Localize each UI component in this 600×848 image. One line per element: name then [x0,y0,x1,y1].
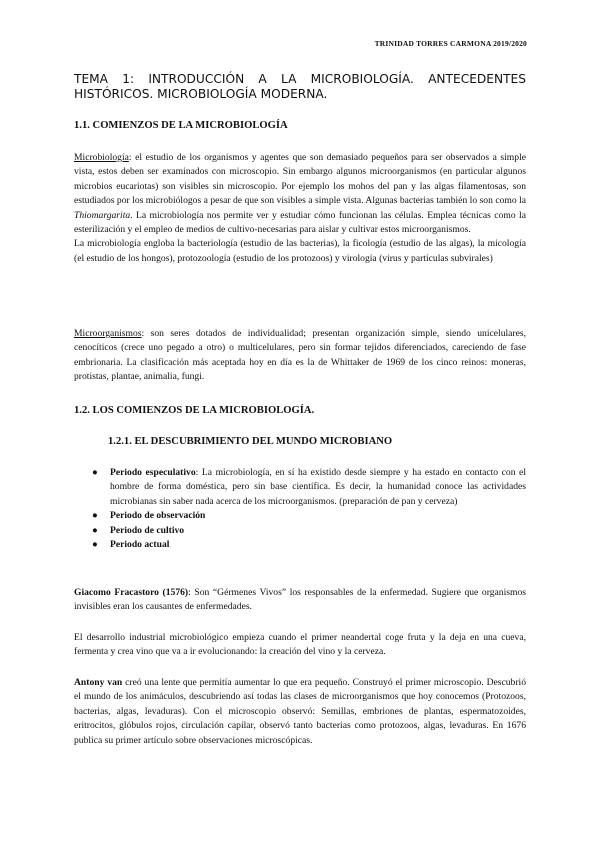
period-name: Periodo de observación [110,510,206,522]
list-item [92,538,526,552]
name-antony-van: Antony van [74,677,123,688]
bullet-icon: ● [92,539,98,551]
list-item [92,524,526,538]
section-heading-1-1: 1.1. COMIENZOS DE LA MICROBIOLOGÍA [74,120,288,131]
periods-list [92,466,526,552]
paragraph-fracastoro [74,586,526,615]
bullet-icon: ● [92,510,98,522]
text-fracastoro: : Son “Gérmenes Vivos” los responsables de la enfermedad. Sugiere que organismos invisibles eran los causantes de enfermedades. [74,587,526,613]
definition-microbiologia-cont: . La microbiología nos permite ver y estudiar cómo funcionan las células. Emplea técnicas como la esterilización y el empleo de medios de cultivo-necesarias para aislar y cultivar estos microorganismos. [74,209,526,236]
name-fracastoro: Giacomo Fracastoro (1576) [74,587,189,598]
period-description: : La microbiología, en sí ha existido desde siempre y ha estado en contacto con el hombre de forma doméstica, pero sin base científica. Es decir, la humanidad conoce las actividades microbianas sin saber nada acerca de los microorganismos. (preparación de pan y cerveza) [110,467,526,507]
definition-microbiologia: : el estudio de los organismos y agentes que son demasiado pequeños para ser observados a simple vista, estos deben ser examinados con microscopio. Sin embargo algunos microorganismos (en particular algunos microbios eucariotas) son visibles sin microscopio. Por ejemplo los mohos del pan y las algas filamentosas, son estudiados por los microbiólogos a pesar de que son visibles a simple vista. Algunas bacterias también lo son como la [74,152,526,207]
term-thiomargarita: Thiomargarita [74,209,131,221]
bullet-icon: ● [92,467,98,478]
list-item [92,466,526,509]
period-name: Periodo actual [110,539,170,551]
section-heading-1-2: 1.2. LOS COMIENZOS DE LA MICROBIOLOGÍA. [74,405,315,416]
list-item [92,509,526,523]
text-antony-van: creó una lente que permitía aumentar lo que era pequeño. Construyó el primer microscopio. Descubrió el mundo de los animáculos, descubriendo así todas las clases de microorganismos que hoy conocemos (Protozoos, bacterias, algas, levaduras). Con el microscopio observó: Semillas, embriones de plantas, espermatozoides, eritrocitos, glóbulos rojos, circulación capilar, observó tanto bacterias como protozoos, algas, levaduras. En 1676 publica su primer artículo sobre observaciones microscópicas. [74,677,527,746]
paragraph-microorganismos [74,327,526,385]
paragraph-microbiologia [74,151,526,266]
document-title: TEMA 1: INTRODUCCIÓN A LA MICROBIOLOGÍA. ANTECEDENTES HISTÓRICOS. MICROBIOLOGÍA MODERNA. [74,72,526,101]
paragraph-antony-van [74,676,526,748]
paragraph-disciplinas: La microbiología engloba la bacteriología (estudio de las bacterias), la ficología (estudio de las algas), la micología (el estudio de los hongos), protozoología (estudio de los protozoos) y virología (virus y partículas subvirales) [74,238,526,264]
bullet-icon: ● [92,524,98,536]
subsection-heading-1-2-1: 1.2.1. EL DESCUBRIMIENTO DEL MUNDO MICROBIANO [108,436,393,447]
paragraph-desarrollo-industrial: El desarrollo industrial microbiológico empieza cuando el primer neandertal coge fruta y la deja en una cueva, fermenta y crea vino que va a ir evolucionando: la creación del vino y la cerveza. [74,632,526,658]
author-header: TRINIDAD TORRES CARMONA 2019/2020 [374,39,527,48]
period-name: Periodo de cultivo [110,524,185,536]
period-name: Periodo especulativo [110,467,196,478]
definition-microorganismos: : son seres dotados de individualidad; presentan organización simple, siendo unicelulares, cenocíticos (crece uno pegado a otro) o multicelulares, pero sin formar tejidos diferenciados, careciendo de fase embrionaria. La clasificación más aceptada hoy en día es la de Whittaker de 1969 de los cinco reinos: moneras, protistas, plantae, animalia, fungi. [74,328,526,383]
term-microorganismos: Microorganismos [74,328,142,339]
term-microbiologia: Microbiología [74,152,129,163]
